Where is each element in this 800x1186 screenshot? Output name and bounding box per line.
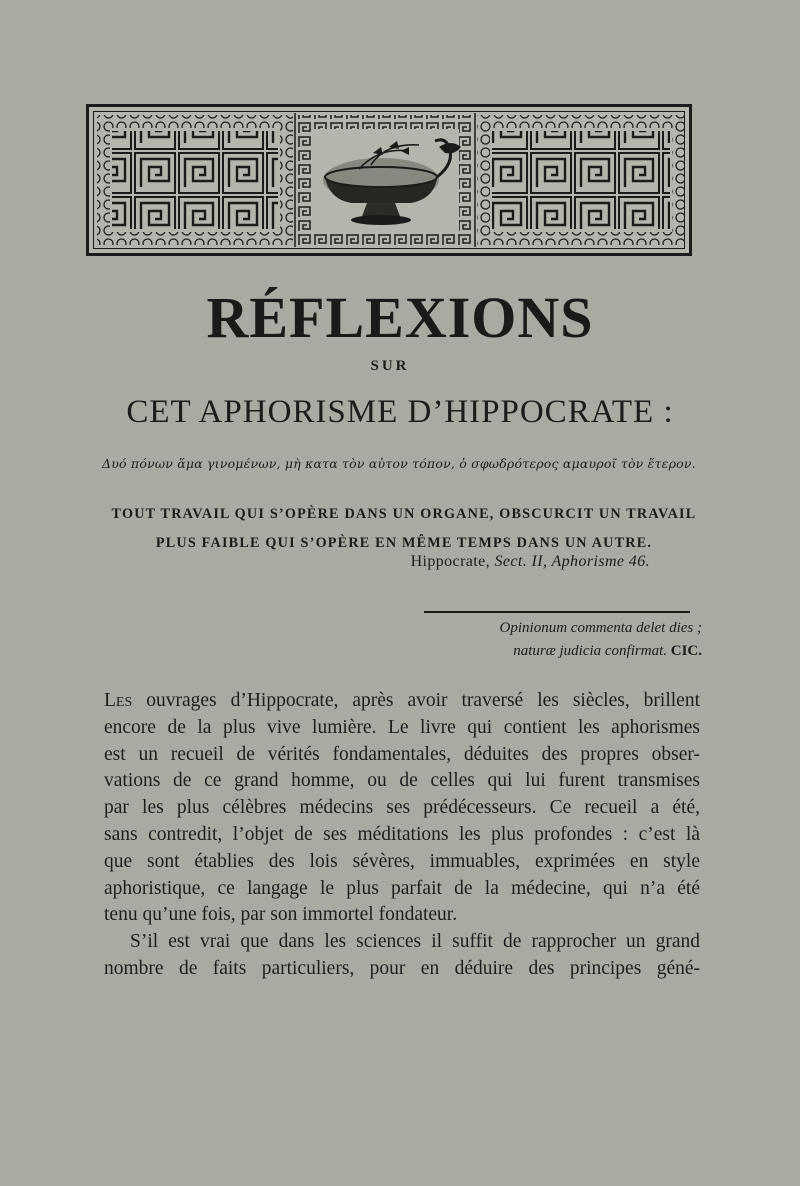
page-title: RÉFLEXIONS	[206, 285, 594, 350]
epigraph-source: CIC.	[670, 643, 702, 659]
lamp-vessel-icon	[323, 140, 461, 225]
body-line: est un recueil de vérités fondamentales, déduites des propres obser-	[104, 743, 700, 765]
body-line: S’il est vrai que dans les sciences il suffit de rapprocher un grand	[130, 931, 700, 953]
drop-word: Les	[104, 690, 133, 711]
aphorism-translation	[94, 500, 714, 558]
page-subtitle: CET APHORISME D’HIPPOCRATE :	[126, 394, 674, 430]
attribution-reference: Sect. II, Aphorisme 46.	[494, 553, 650, 570]
body-line: aphoristique, ce langage le plus parfait de la médecine, qui n’a été	[104, 877, 700, 899]
body-line: encore de la plus vive lumière. Le livre qui contient les aphorismes	[104, 716, 700, 738]
greek-aphorism: Δυό πόνων ἅμα γινομένων, μὴ κατα τὸν αὐτον τόπον, ὁ σφωδρότερος αμαυροῖ τὸν ἕτερον.	[102, 456, 696, 471]
body-line: tenu qu’une fois, par son immortel fondateur.	[104, 904, 458, 926]
epigraph-rule	[424, 611, 690, 613]
attribution-author: Hippocrate,	[410, 553, 491, 570]
body-line: Les ouvrages d’Hippocrate, après avoir traversé les siècles, brillent	[104, 690, 700, 711]
translation-line: TOUT TRAVAIL QUI S’OPÈRE DANS UN ORGANE, OBSCURCIT UN TRAVAIL	[111, 506, 697, 522]
title-connector: SUR	[370, 358, 410, 374]
body-line: sans contredit, l’objet de ses méditations les plus profondes : c’est là	[104, 823, 700, 845]
body-line: vations de ce grand homme, ou de celles qui lui furent transmises	[104, 770, 700, 792]
epigraph	[440, 617, 702, 663]
body-line: par les plus célèbres médecins ses prédécesseurs. Ce recueil a été,	[104, 797, 700, 819]
translation-line: PLUS FAIBLE QUI S’OPÈRE EN MÊME TEMPS DANS UN AUTRE.	[155, 535, 653, 551]
epigraph-line-1: Opinionum commenta delet dies ;	[499, 620, 702, 636]
epigraph-line-2: naturæ judicia confirmat.	[513, 643, 667, 659]
aphorism-attribution	[411, 553, 650, 571]
body-line: que sont établies des lois sévères, immuables, exprimées en style	[104, 850, 700, 872]
header-ornament	[86, 104, 692, 256]
greek-key-ornament-icon	[89, 107, 695, 259]
body-text	[104, 688, 700, 983]
body-line: nombre de faits particuliers, pour en déduire des principes géné-	[104, 957, 700, 979]
